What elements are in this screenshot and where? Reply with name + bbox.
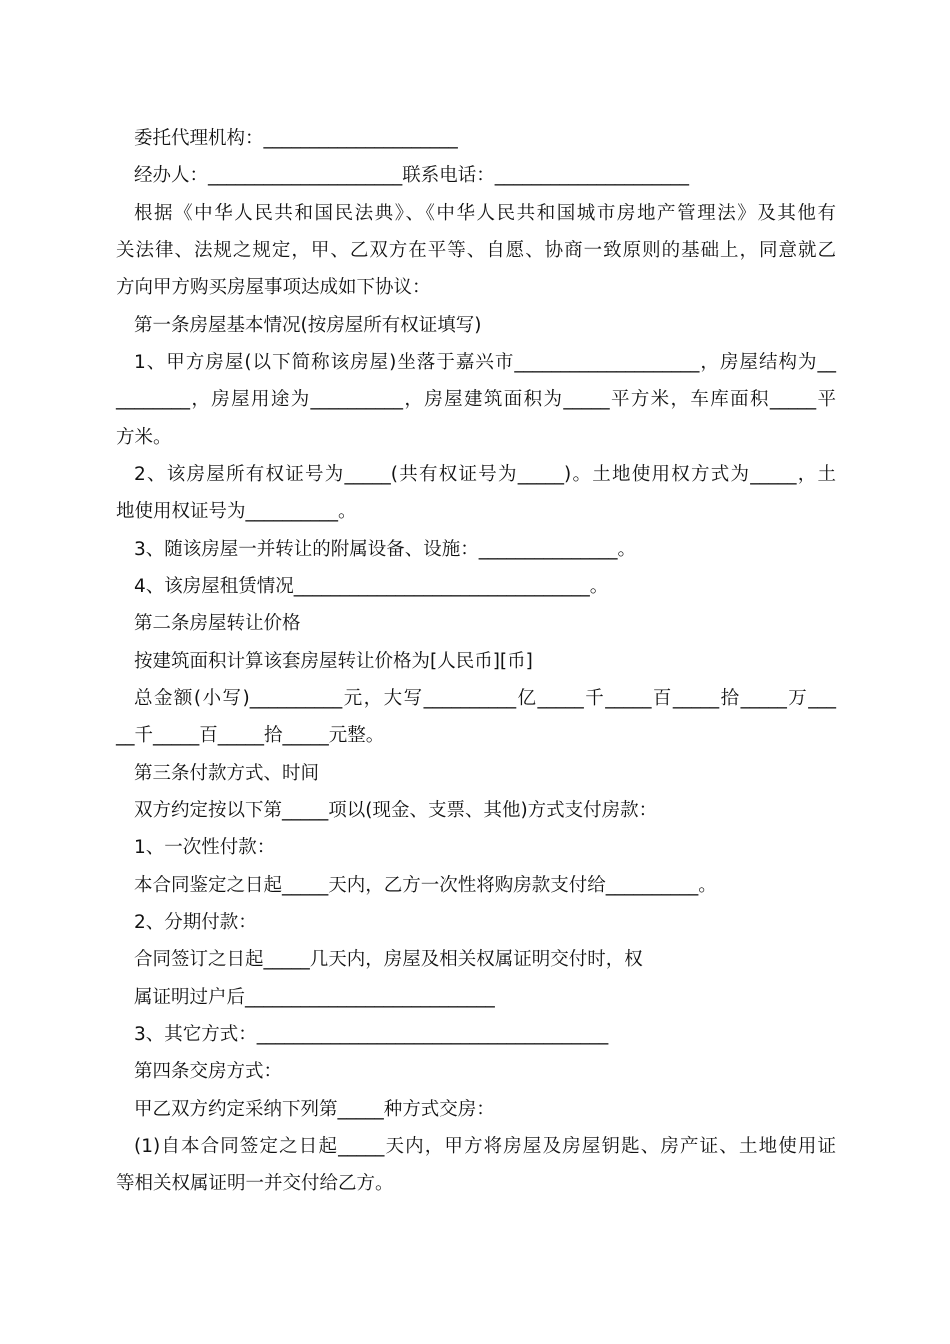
- article-1-item-1-line-2: ________，房屋用途为__________，房屋建筑面积为_____平方米，车库面积_____平: [116, 389, 836, 410]
- article-3-option-2-detail-2: 属证明过户后___________________________: [134, 987, 495, 1008]
- article-2-heading: 第二条房屋转让价格: [134, 613, 301, 634]
- article-3-option-1-detail: 本合同鉴定之日起_____天内，乙方一次性将购房款支付给__________。: [134, 875, 717, 896]
- article-4-intro: 甲乙双方约定采纳下列第_____种方式交房：: [134, 1099, 495, 1120]
- article-3-option-2: 2、分期付款：: [134, 912, 257, 933]
- agent-agency-line: 委托代理机构：_____________________: [134, 128, 458, 149]
- handler-phone-line: 经办人：_____________________联系电话：_____________________: [134, 165, 690, 186]
- preamble-line-1: 根据《中华人民共和国民法典》、《中华人民共和国城市房地产管理法》及其他有: [134, 203, 836, 224]
- preamble-line-2: 关法律、法规之规定，甲、乙双方在平等、自愿、协商一致原则的基础上，同意就乙: [116, 240, 836, 261]
- article-4-option-1-line-1: (1)自本合同签定之日起_____天内，甲方将房屋及房屋钥匙、房产证、土地使用证: [134, 1136, 836, 1157]
- preamble-line-3: 方向甲方购买房屋事项达成如下协议：: [116, 277, 431, 298]
- article-3-option-1: 1、一次性付款：: [134, 837, 276, 858]
- article-1-item-1-line-3: 方米。: [116, 427, 172, 448]
- article-2-amount-line-1: 总金额(小写)__________元，大写__________亿_____千_____百_____拾_____万___: [134, 688, 836, 709]
- article-1-item-4: 4、该房屋租赁情况________________________________。: [134, 576, 609, 597]
- article-1-item-2-line-1: 2、该房屋所有权证号为_____(共有权证号为_____)。土地使用权方式为_____，土: [134, 464, 836, 485]
- article-1-item-1-line-1: 1、甲方房屋(以下简称该房屋)坐落于嘉兴市____________________，房屋结构为__: [134, 352, 836, 373]
- article-4-option-1-line-2: 等相关权属证明一并交付给乙方。: [116, 1173, 394, 1194]
- article-1-item-2-line-2: 地使用权证号为__________。: [116, 501, 357, 522]
- article-3-option-2-detail-1: 合同签订之日起_____几天内，房屋及相关权属证明交付时，权: [134, 949, 643, 970]
- article-3-heading: 第三条付款方式、时间: [134, 763, 320, 784]
- article-1-heading: 第一条房屋基本情况(按房屋所有权证填写): [134, 315, 482, 336]
- article-3-option-3: 3、其它方式：______________________________________: [134, 1024, 609, 1045]
- article-1-item-3: 3、随该房屋一并转让的附属设备、设施：_______________。: [134, 539, 637, 560]
- article-3-intro: 双方约定按以下第_____项以(现金、支票、其他)方式支付房款：: [134, 800, 658, 821]
- article-2-price-line: 按建筑面积计算该套房屋转让价格为[人民币][币]: [134, 651, 533, 672]
- article-4-heading: 第四条交房方式：: [134, 1061, 283, 1082]
- article-2-amount-line-2: __千_____百_____拾_____元整。: [116, 725, 385, 746]
